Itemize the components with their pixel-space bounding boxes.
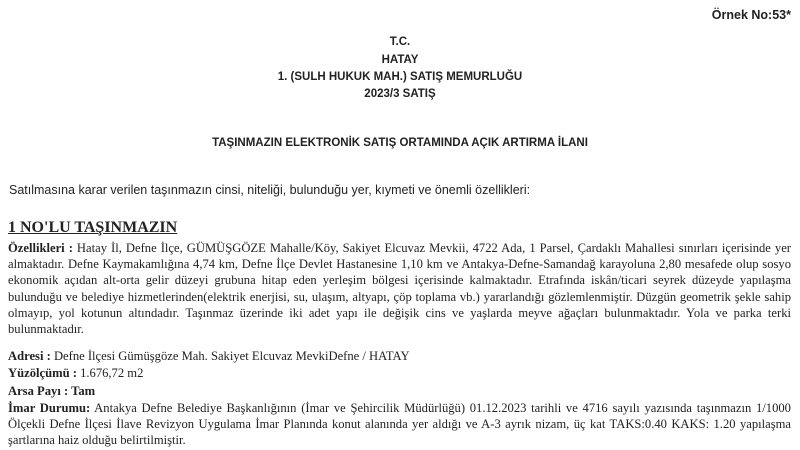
section-title: 1 NO'LU TAŞINMAZIN [8,219,178,236]
header-office: 1. (SULH HUKUK MAH.) SATIŞ MEMURLUĞU [277,71,523,83]
imar-text: Antakya Defne Belediye Başkanlığının (İmar ve Şehircilik Müdürlüğü) 01.12.2023 tarihli ve 4716 sayılı yazısında taşınmazın 1/1000 Ölçekli Defne İlçesi İlave Revizyon Uygulama İmar Planında konut alanında yer aldığı ve A-3 ayrık nizam, üç kat TAKS:0.40 KAKS: 1.20 yapılaşma şartlarına haiz olduğu belirtilmiştir. [8,401,791,448]
adres-label: Adresi : [8,349,51,363]
yuzolcumu-label: Yüzölçümü : [8,366,77,380]
ozellikler-label: Özellikleri : [8,241,73,255]
yuzolcumu-line [8,365,143,381]
ozellikler-paragraph [8,240,791,337]
intro-text: Satılmasına karar verilen taşınmazın cinsi, niteliği, bulunduğu yer, kıymeti ve önemli özellikleri: [9,183,531,197]
imar-paragraph [8,400,791,449]
header-tc: T.C. [389,36,411,48]
arsa-payi-label: Arsa Payı : [8,384,69,398]
document-title: TAŞINMAZIN ELEKTRONİK SATIŞ ORTAMINDA AÇIK ARTIRMA İLANI [212,137,588,149]
header-case-number: 2023/3 SATIŞ [364,88,436,100]
imar-label: İmar Durumu: [8,401,91,415]
adres-line [8,348,410,364]
arsa-payi-line [8,383,95,399]
example-number: Örnek No:53* [711,8,791,22]
adres-text: Defne İlçesi Gümüşgöze Mah. Sakiyet Elcuvaz MevkiDefne / HATAY [50,349,410,363]
arsa-payi-text: Tam [68,384,96,398]
yuzolcumu-text: 1.676,72 m2 [76,366,144,380]
header-province: HATAY [381,54,419,66]
ozellikler-text: Hatay İl, Defne İlçe, GÜMÜŞGÖZE Mahalle/Köy, Sakiyet Elcuvaz Mevkii, 4722 Ada, 1 Parsel, Çardaklı Mahallesi sınırları içerisinde yer almaktadır. Defne Kaymakamlığına 4,74 km, Defne İlçe Devlet Hastanesine 1,10 km ve Antakya-Defne-Samandağ karayoluna 2,80 mesafede olup sosyo ekonomik açıdan alt-orta gelir düzeyi grubuna hitap eden yerleşim bölgesi içerisinde kalmaktadır. Etrafında iskân/ticari seyrek düzeyde yapılaşma bulunduğu ve belediye hizmetlerinden(elektrik enerjisi, su, ulaşım, altyapı, çöp toplama vb.) yararlandığı gözlemlenmiştir. Düzgün geometrik şekle sahip olmayıp, yol kotunun altındadır. Taşınmaz üzerinde iki adet yapı ile değişik cins ve yaşlarda meyve ağaçları bulunmaktadır. Yola ve parka terki bulunmaktadır. [8,241,791,337]
